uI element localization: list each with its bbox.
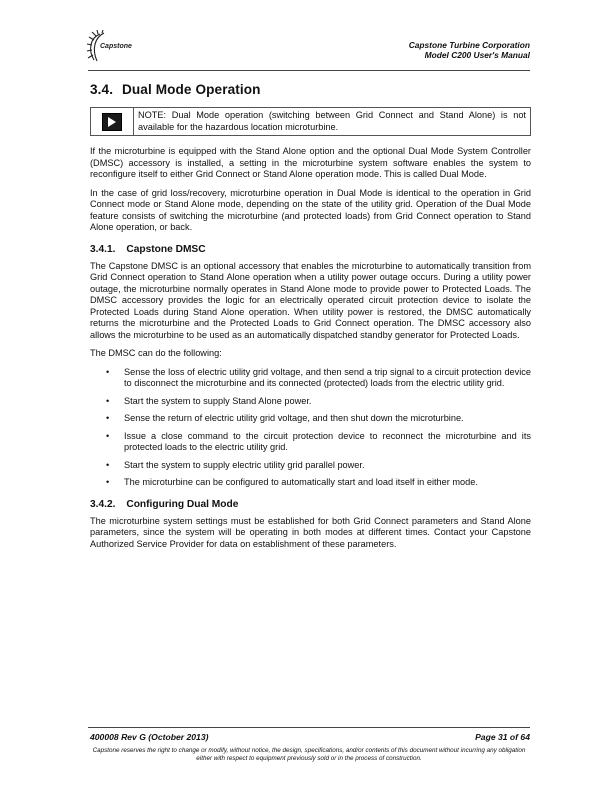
list-item: • The microturbine can be configured to automatically start and load itself in either mode.: [106, 477, 478, 487]
subsection-heading-configuring: [90, 499, 531, 510]
footer-doc-revision: 400008 Rev G (October 2013): [90, 732, 209, 742]
configuring-paragraph: The microturbine system settings must be established for both Grid Connect parameters and Stand Alone parameters, since the system will be operating in both modes at different times. Contact your Capstone Authorized Service Provider for data on establishment of these parameters.: [90, 515, 531, 549]
footer-page-number: Page 31 of 64: [475, 732, 530, 742]
subsection-title: Capstone DMSC: [126, 243, 206, 255]
header-manual: Model C200 User's Manual: [424, 50, 530, 60]
list-item: • Start the system to supply Stand Alone power.: [106, 395, 312, 406]
list-item: • Sense the return of electric utility grid voltage, and then shut down the microturbine.: [106, 413, 464, 423]
arrow-right-icon: [102, 113, 122, 131]
bullet-icon: •: [106, 366, 110, 377]
header-divider: [88, 70, 530, 71]
note-text: NOTE: Dual Mode operation (switching between Grid Connect and Stand Alone) is not available for the hazardous location microturbine.: [138, 110, 526, 132]
subsection-heading-dmsc: [90, 244, 531, 255]
list-item: • Sense the loss of electric utility grid voltage, and then send a trip signal to a circuit protection device to disconnect the microturbine and its connected (protected) loads from the electric utility grid.: [106, 366, 531, 388]
intro-paragraph: In the case of grid loss/recovery, microturbine operation in Dual Mode is identical to the operation in Grid Connect mode or Stand Alone mode, depending on the state of the utility grid. Operation of the Dual Mode feature consists of switching the microturbine (and protected loads) from Grid Connect operation to Stand Alone operation, or back.: [90, 187, 531, 232]
section-heading: [90, 82, 531, 97]
section-number: 3.4.: [90, 82, 114, 97]
bullet-icon: •: [106, 395, 110, 406]
footer-divider: [88, 727, 530, 728]
subsection-number: 3.4.2.: [90, 498, 116, 510]
intro-paragraph: If the microturbine is equipped with the Stand Alone option and the optional Dual Mode System Controller (DMSC) accessory is installed, a setting in the microturbine system software enables the system to reconfigure itself to either Grid Connect or Stand Alone operation mode. This is called Dual Mode.: [90, 146, 531, 179]
page-content: [90, 82, 531, 557]
subsection-title: Configuring Dual Mode: [126, 498, 239, 510]
footer-disclaimer: Capstone reserves the right to change or modify, without notice, the design, specifications, and/or contents of this document without incurring any obligation either with respect to equipment previously sold or in the process of construction.: [92, 747, 526, 762]
header-title-block: [409, 40, 530, 60]
dmsc-list-intro: The DMSC can do the following:: [90, 348, 222, 358]
subsection-number: 3.4.1.: [90, 243, 116, 255]
note-icon-cell: [91, 108, 134, 135]
note-box: [90, 107, 531, 136]
section-title: Dual Mode Operation: [121, 82, 261, 97]
capstone-logo: [86, 30, 144, 66]
bullet-icon: •: [106, 413, 110, 423]
bullet-icon: •: [106, 477, 110, 487]
bullet-icon: •: [106, 430, 110, 441]
bullet-icon: •: [106, 459, 110, 470]
list-item: • Issue a close command to the circuit protection device to reconnect the microturbine and its protected loads to the electric utility grid.: [106, 430, 531, 452]
header-company: Capstone Turbine Corporation: [408, 40, 530, 50]
dmsc-capabilities-list: [90, 367, 531, 489]
logo-text: Capstone: [100, 43, 132, 50]
list-item: • Start the system to supply electric utility grid parallel power.: [106, 459, 365, 470]
dmsc-paragraph: The Capstone DMSC is an optional accessory that enables the microturbine to automatically transition from Grid Connect operation to Stand Alone operation when a utility power outage occurs. During a utility power outage, the microturbine normally operates in Stand Alone mode to provide power to Protected Loads. The DMSC accessory provides the logic for an electrically operated circuit protection device to isolate the Protected Loads during Stand Alone operation. When utility power is restored, the DMSC automatically returns the microturbine and the Protected Loads to Grid Connect operation. The DMSC accessory also allows the microturbine to be used as an automatically dispatched standby generator for Protected Loads.: [90, 260, 531, 340]
